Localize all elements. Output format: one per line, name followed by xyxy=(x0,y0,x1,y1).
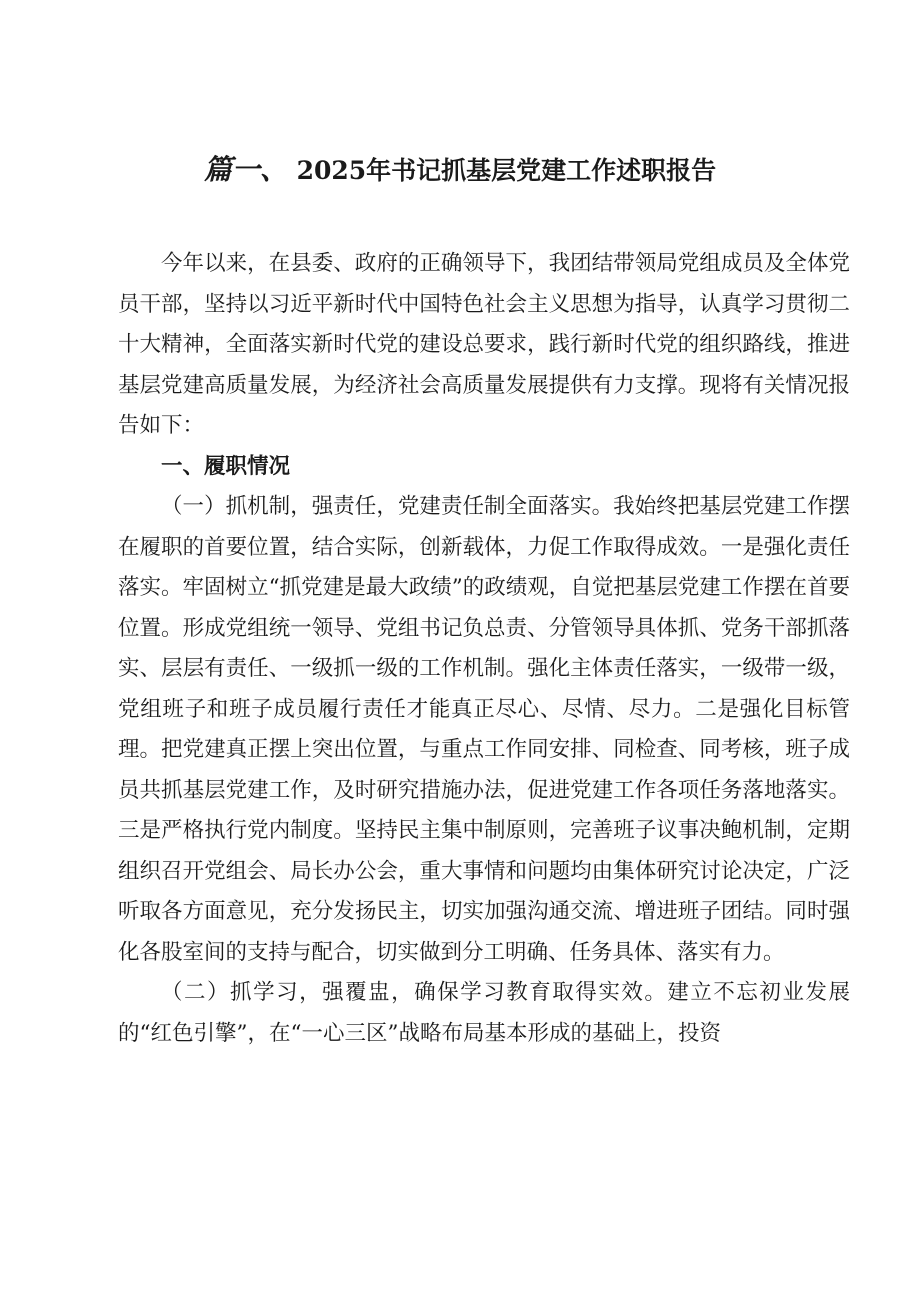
intro-paragraph: 今年以来，在县委、政府的正确领导下，我团结带领局党组成员及全体党员干部，坚持以习近平新时代中国特色社会主义思想为指导，认真学习贯彻二十大精神，全面落实新时代党的建设总要求，践行新时代党的组织路线，推进基层党建高质量发展，为经济社会高质量发展提供有力支撑。现将有关情况报告如下： xyxy=(118,251,850,438)
document-title xyxy=(0,150,920,191)
document-body xyxy=(118,244,850,1054)
paragraph-2: （二）抓学习，强覆盅，确保学习教育取得实效。建立不忘初业发展的“红色引擎”，在“一心三区”战略布局基本形成的基础上，投资 xyxy=(118,980,850,1046)
section-heading: 一、履职情况 xyxy=(161,453,291,479)
title-main: 2025年书记抓基层党建工作述职报告 xyxy=(296,156,717,185)
paragraph-1: （一）抓机制，强责任，党建责任制全面落实。我始终把基层党建工作摆在履职的首要位置，结合实际，创新载体，力促工作取得成效。一是强化责任落实。牢固树立“抓党建是最大政绩”的政绩观，自觉把基层党建工作摆在首要位置。形成党组统一领导、党组书记负总责、分管领导具体抓、党务干部抓落实、层层有责任、一级抓一级的工作机制。强化主体责任落实，一级带一级，党组班子和班子成员履行责任才能真正尽心、尽情、尽力。二是强化目标管理。把党建真正摆上突出位置，与重点工作同安排、同检查、同考核，班子成员共抓基层党建工作，及时研究措施办法，促进党建工作各项任务落地落实。三是严格执行党内制度。坚持民主集中制原则，完善班子议事决鲍机制，定期组织召开党组会、局长办公会，重大事情和问题均由集体研究讨论决定，广泛听取各方面意见，充分发扬民主，切实加强沟通交流、增进班子团结。同时强化各股室间的支持与配合，切实做到分工明确、任务具体、落实有力。 xyxy=(118,494,850,965)
title-prefix: 篇一、 xyxy=(203,153,288,186)
